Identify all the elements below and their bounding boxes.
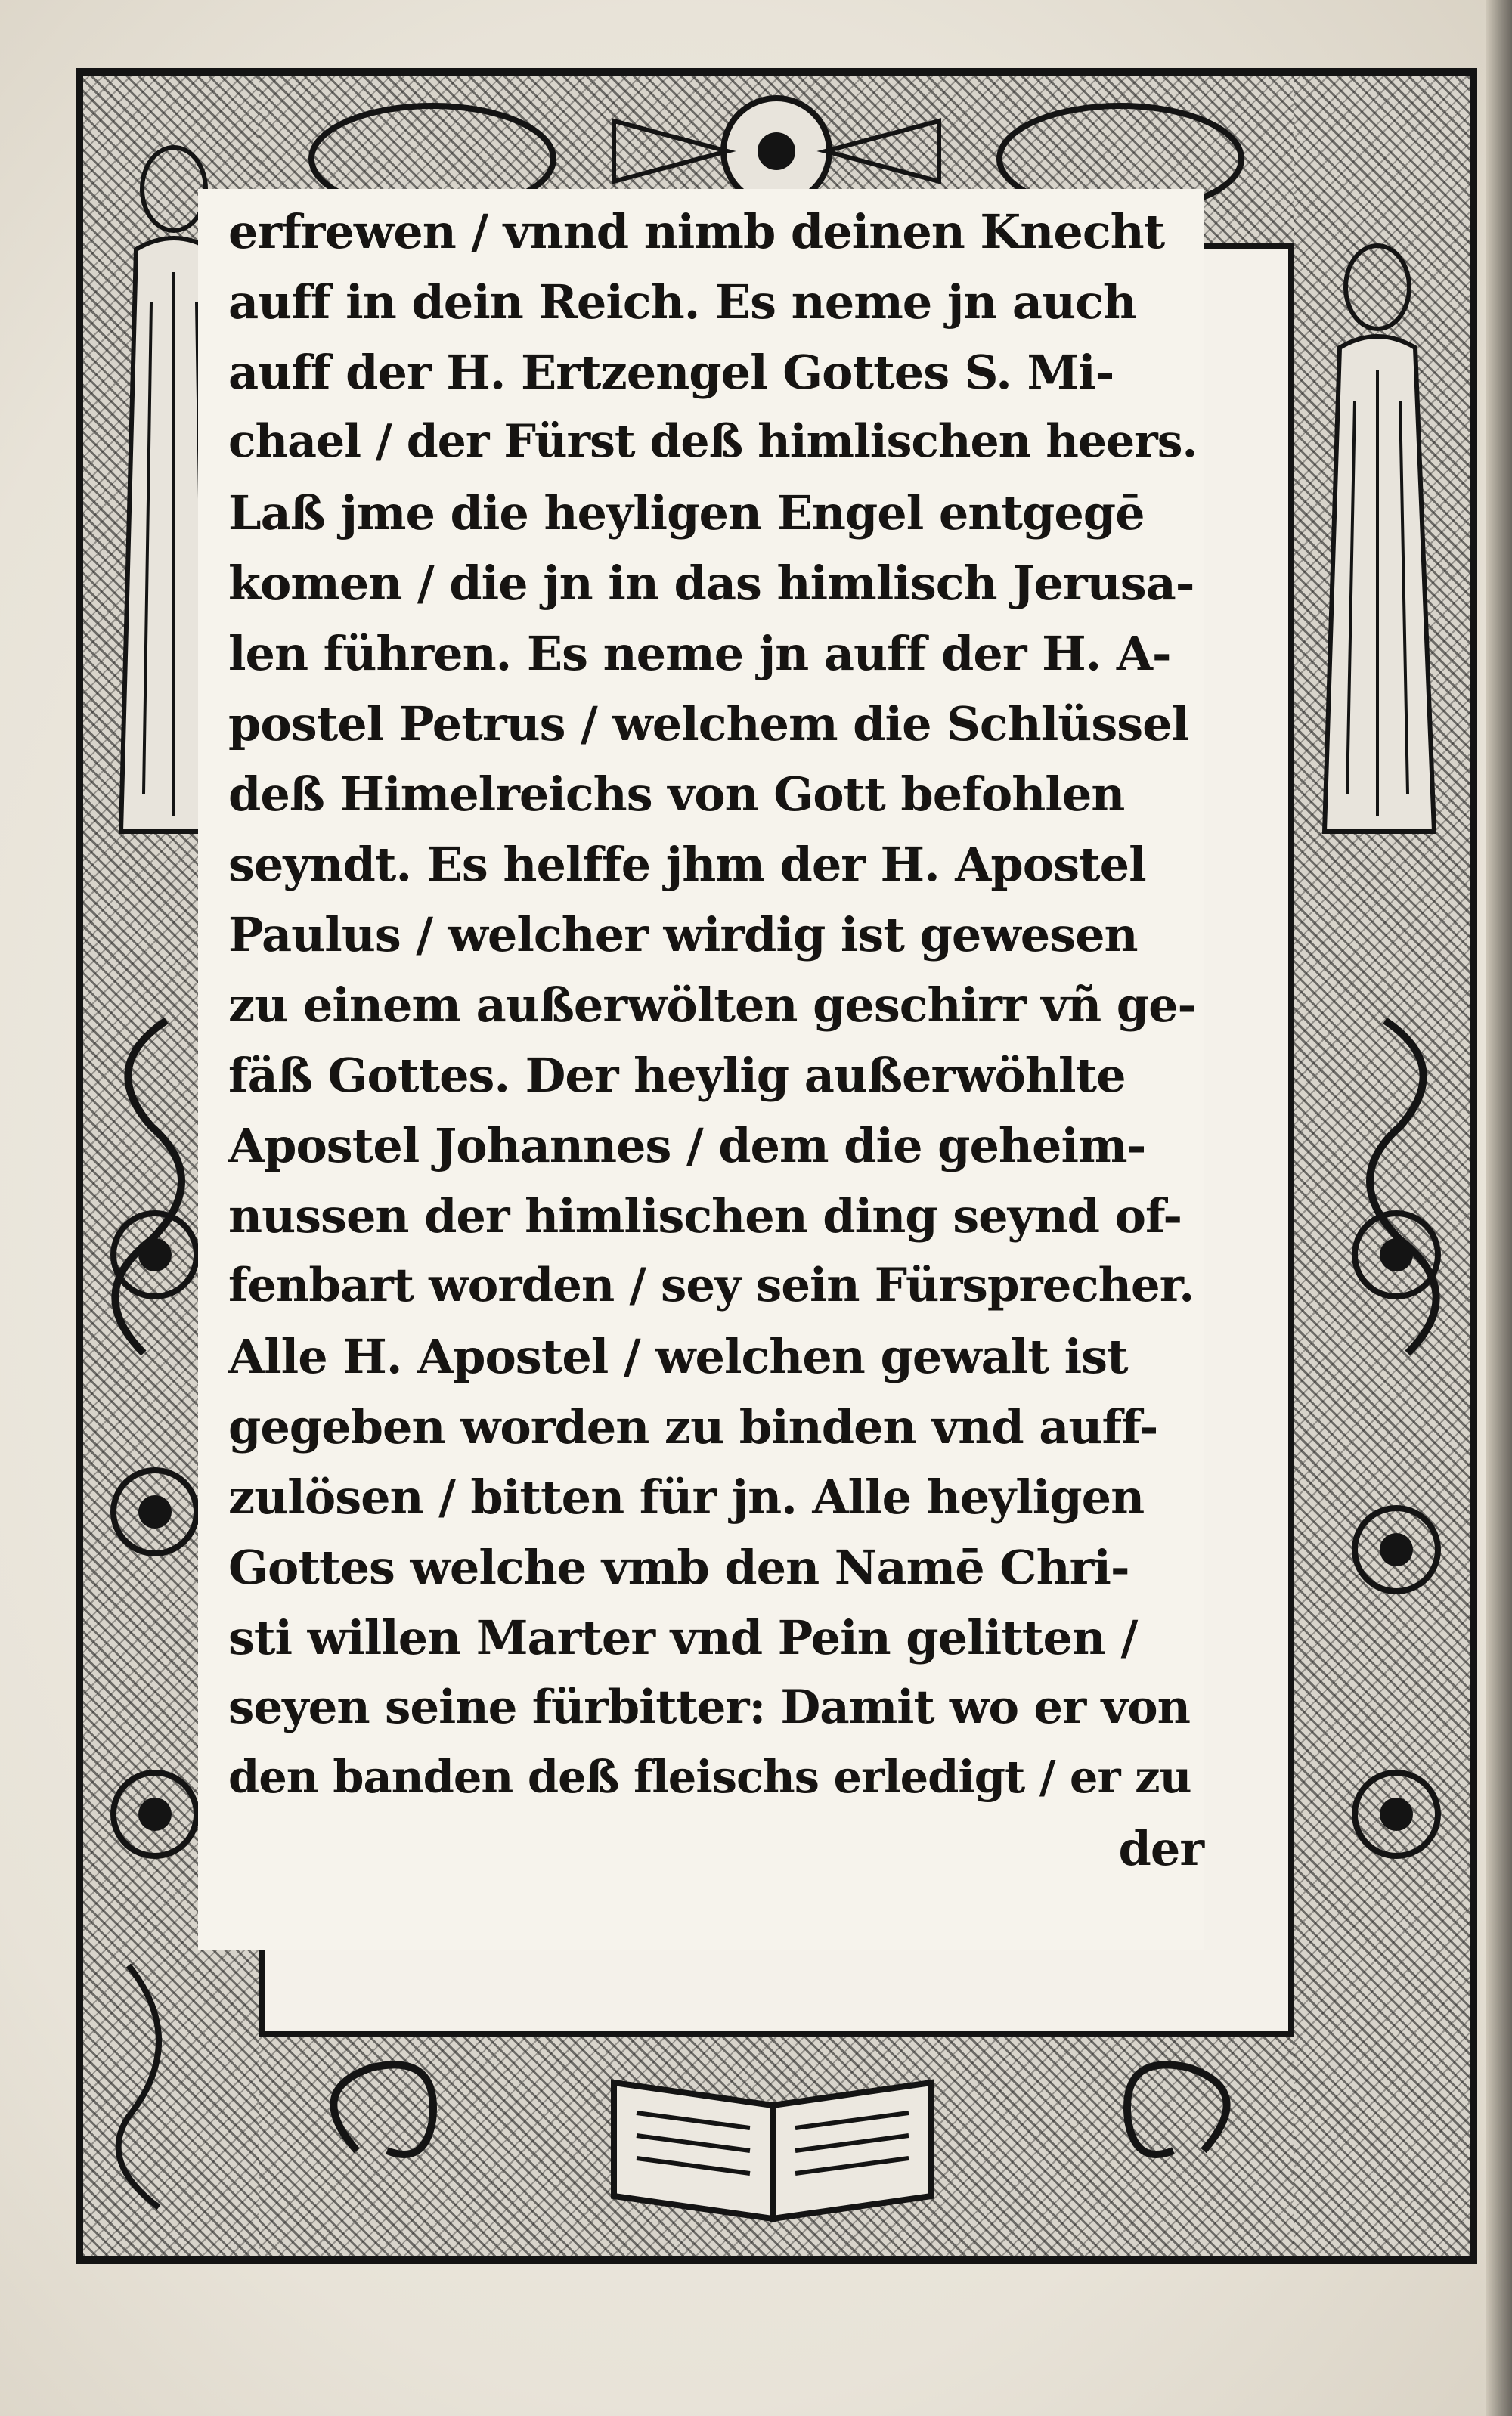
text-line: fäß Gottes. Der heylig außerwöhlte (228, 1048, 1126, 1103)
text-line: Alle H. Apostel / welchen gewalt ist (228, 1329, 1128, 1384)
text-line: gegeben worden zu binden vnd auff- (228, 1399, 1158, 1454)
text-line: auff in dein Reich. Es neme jn auch (228, 274, 1137, 330)
saint-figure-right (1294, 76, 1470, 2256)
text-line: sti willen Marter vnd Pein gelitten / (228, 1610, 1138, 1665)
text-line: seyndt. Es helffe jhm der H. Apostel (228, 837, 1146, 892)
text-line: Laß jme die heyligen Engel entgegē (228, 485, 1145, 541)
text-line: den banden deß fleischs erledigt / er zu (228, 1751, 1191, 1803)
text-line: chael / der Fürst deß himlischen heers. (228, 415, 1198, 468)
page-gutter (1486, 0, 1512, 2416)
text-line: deß Himelreichs von Gott befohlen (228, 767, 1125, 822)
text-line: zu einem außerwölten geschirr vñ ge- (228, 977, 1197, 1033)
text-line: Gottes welche vmb den Namē Chri- (228, 1540, 1129, 1595)
text-block (198, 189, 1204, 1950)
text-line: komen / die jn in das himlisch Jerusa- (228, 556, 1194, 611)
text-line: zulösen / bitten für jn. Alle heyligen (228, 1470, 1145, 1525)
text-line: erfrewen / vnnd nimb deinen Knecht (228, 204, 1165, 259)
text-line: fenbart worden / sey sein Fürsprecher. (228, 1259, 1194, 1312)
right-border-ornament (1288, 76, 1470, 2256)
text-line: postel Petrus / welchem die Schlüssel (228, 696, 1189, 751)
text-line: auff der H. Ertzengel Gottes S. Mi- (228, 345, 1114, 400)
open-book-icon (259, 2037, 1294, 2256)
catchword: der (1118, 1821, 1204, 1876)
text-line: nussen der himlischen ding seynd of- (228, 1188, 1182, 1244)
text-line: seyen seine fürbitter: Damit wo er von (228, 1680, 1190, 1734)
text-line: Apostel Johannes / dem die geheim- (228, 1118, 1146, 1173)
text-line: len führen. Es neme jn auff der H. A- (228, 626, 1171, 681)
text-line: Paulus / welcher wirdig ist gewesen (228, 907, 1138, 962)
bottom-border-ornament (259, 2031, 1294, 2256)
